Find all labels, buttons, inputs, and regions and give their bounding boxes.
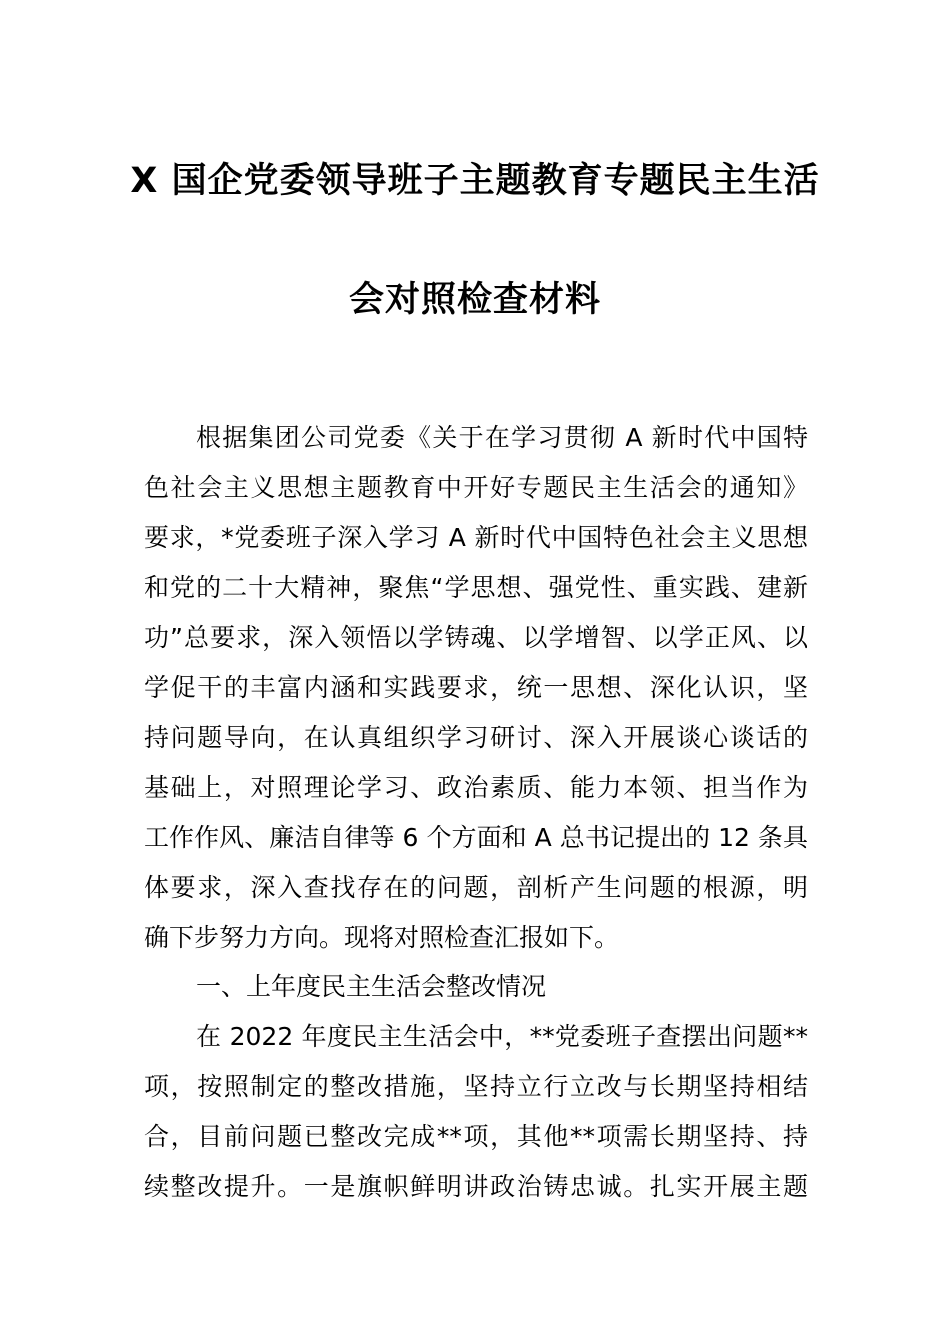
paragraph-1-line-11: 确下步努力方向。现将对照检查汇报如下。 <box>144 923 620 952</box>
paragraph-1-line-8: 基础上，对照理论学习、政治素质、能力本领、担当作为 <box>144 773 808 802</box>
paragraph-2-line-2: 项，按照制定的整改措施，坚持立行立改与长期坚持相结 <box>144 1072 808 1101</box>
paragraph-1-line-6: 学促干的丰富内涵和实践要求，统一思想、深化认识，坚 <box>144 673 808 702</box>
paragraph-1-line-7: 持问题导向，在认真组织学习研讨、深入开展谈心谈话的 <box>144 723 808 752</box>
paragraph-1-line-5: 功”总要求，深入领悟以学铸魂、以学增智、以学正风、以 <box>144 623 808 652</box>
paragraph-1-line-4: 和党的二十大精神，聚焦“学思想、强党性、重实践、建新 <box>144 573 808 602</box>
paragraph-1-line-9: 工作作风、廉洁自律等 6 个方面和 A 总书记提出的 12 条具 <box>144 823 808 852</box>
paragraph-2-line-1: 在 2022 年度民主生活会中，**党委班子查摆出问题** <box>196 1022 808 1051</box>
paragraph-2-line-3: 合，目前问题已整改完成**项，其他**项需长期坚持、持 <box>144 1122 808 1151</box>
document-title-line-1: X 国企党委领导班子主题教育专题民主生活 <box>130 161 820 201</box>
paragraph-2-line-4: 续整改提升。一是旗帜鲜明讲政治铸忠诚。扎实开展主题 <box>144 1172 808 1201</box>
paragraph-1-line-3: 要求，*党委班子深入学习 A 新时代中国特色社会主义思想 <box>144 523 808 552</box>
section-heading-1: 一、上年度民主生活会整改情况 <box>196 972 547 1001</box>
paragraph-1-line-1: 根据集团公司党委《关于在学习贯彻 A 新时代中国特 <box>196 423 808 452</box>
paragraph-1-line-2: 色社会主义思想主题教育中开好专题民主生活会的通知》 <box>144 473 808 502</box>
document-title-line-2: 会对照检查材料 <box>348 280 601 320</box>
paragraph-1-line-10: 体要求，深入查找存在的问题，剖析产生问题的根源，明 <box>144 873 808 902</box>
